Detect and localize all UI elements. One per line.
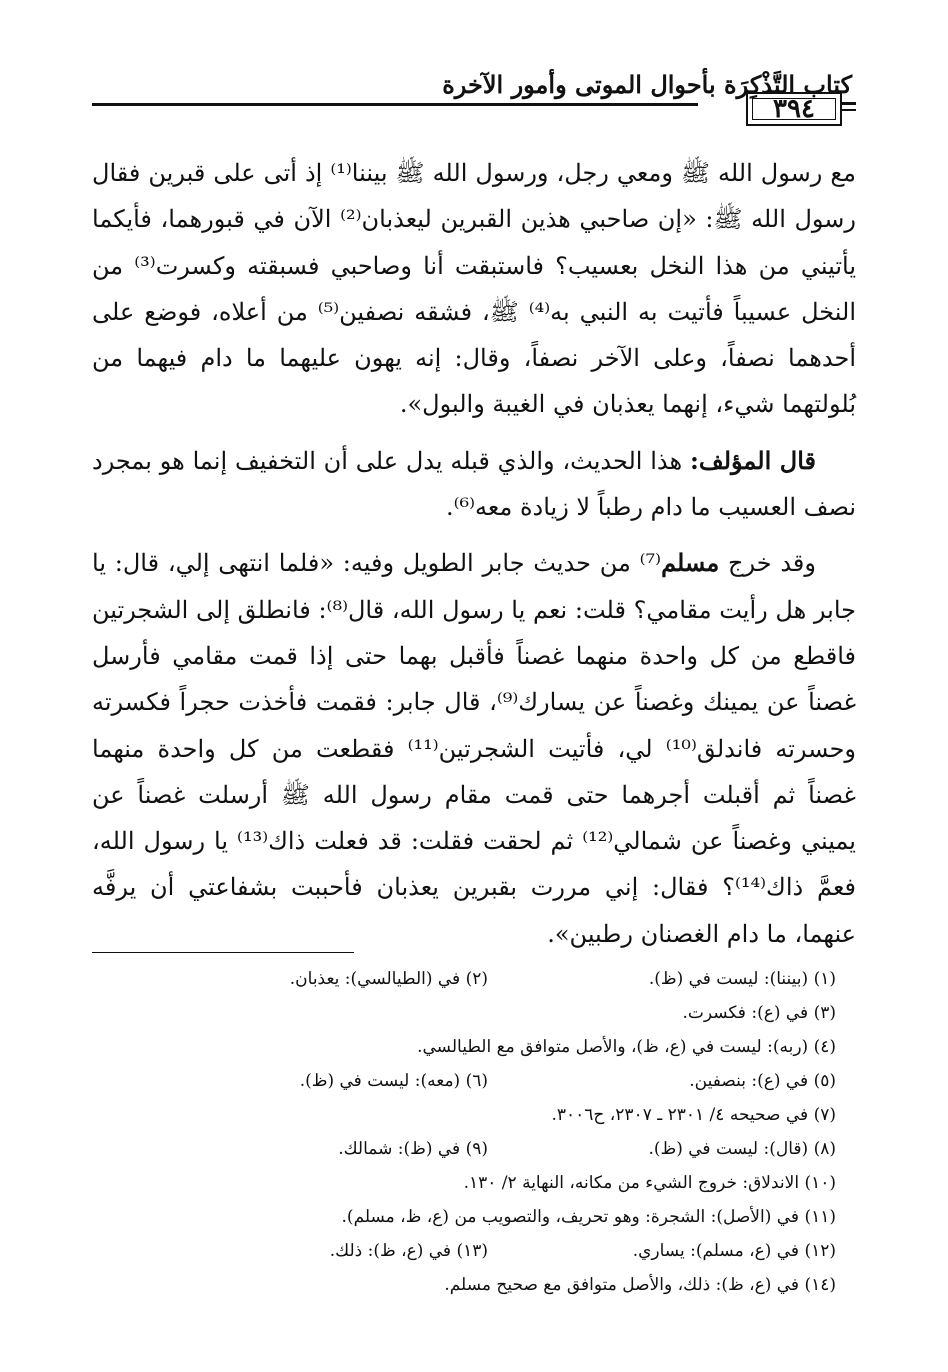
footnote-rule: [92, 952, 354, 953]
footnote: (٦) (معه): ليست في (ظ).: [299, 1071, 488, 1091]
footnote-row: [140, 1200, 836, 1234]
footnote: (١٢) في (ع، مسلم): يساري.: [632, 1241, 836, 1261]
footnote: (٢) في (الطيالسي): يعذبان.: [289, 969, 488, 989]
footnote-row: [140, 1166, 836, 1200]
footnote: (٤) (ربه): ليست في (ع، ظ)، والأصل متوافق مع الطيالسي.: [417, 1037, 836, 1057]
footnote: (١٣) في (ع، ظ): ذلك.: [329, 1241, 488, 1261]
paragraph-author-note: [92, 438, 856, 531]
footnote: (٨) (قال): ليست في (ظ).: [648, 1139, 836, 1159]
footnote-row: [140, 1132, 836, 1166]
header-rule: [92, 103, 698, 106]
author-note-text: هذا الحديث، والذي قبله يدل على أن التخفيف إنما هو بمجرد نصف العسيب ما دام رطباً لا زيادة معه⁽⁶⁾.: [92, 446, 856, 522]
footnotes: [140, 962, 836, 1302]
footnote: (٣) في (ع): فكسرت.: [682, 1003, 836, 1023]
author-label: قال المؤلف:: [689, 445, 816, 475]
running-header-title: كتاب التَّذْكِرَة بأحوال الموتى وأمور الآخرة: [442, 70, 852, 99]
footnote: (٩) في (ظ): شمالك.: [338, 1139, 488, 1159]
paragraph-muslim: [92, 540, 856, 957]
paragraph-hadith: مع رسول الله ﷺ ومعي رجل، ورسول الله ﷺ بيننا⁽¹⁾ إذ أتى على قبرين فقال رسول الله ﷺ: «إن صاحبي هذين القبرين ليعذبان⁽²⁾ الآن في قبورهما، فأيكما يأتيني من هذا النخل بعسيب؟ فاستبقت أنا وصاحبي فسبقته وكسرت⁽³⁾ من النخل عسيباً فأتيت به النبي به⁽⁴⁾ ﷺ، فشقه نصفين⁽⁵⁾ من أعلاه، فوضع على أحدهما نصفاً، وعلى الآخر نصفاً، وقال: إنه يهون عليهما ما دام فيهما من بُلولتهما شيء، إنهما يعذبان في الغيبة والبول».: [92, 159, 856, 419]
footnote: (١) (بيننا): ليست في (ظ).: [648, 969, 836, 989]
page-number-connector: [842, 102, 856, 105]
muslim-text: ⁽⁷⁾ من حديث جابر الطويل وفيه: «فلما انتهى إلي، قال: يا جابر هل رأيت مقامي؟ قلت: نعم يا رسول الله، قال⁽⁸⁾: فانطلق إلى الشجرتين فاقطع من كل واحدة منهما غصناً فأقبل بهما حتى إذا قمت مقامي فأرسل غصناً عن يمينك وغصناً عن يسارك⁽⁹⁾، قال جابر: فقمت فأخذت حجراً فكسرته وحسرته فاندلق⁽¹⁰⁾ لي، فأتيت الشجرتين⁽¹¹⁾ فقطعت من كل واحدة منهما غصناً ثم أقبلت أجرهما حتى قمت مقام رسول الله ﷺ أرسلت غصناً عن يميني وغصناً عن شمالي⁽¹²⁾ ثم لحقت فقلت: قد فعلت ذاك⁽¹³⁾ يا رسول الله، فعمَّ ذاك⁽¹⁴⁾؟ فقال: إني مررت بقبرين يعذبان فأحببت بشفاعتي أن يرفَّه عنهما، ما دام الغصنان رطبين».: [92, 549, 857, 948]
muslim-intro: وقد خرج: [719, 549, 816, 578]
footnote: (٥) في (ع): بنصفين.: [689, 1071, 836, 1091]
footnote-row: [140, 1098, 836, 1132]
footnote-row: [140, 962, 836, 996]
footnote: (٧) في صحيحه ٤/ ٢٣٠١ ـ ٢٣٠٧، ح٣٠٠٦.: [551, 1105, 836, 1125]
footnote: (١٠) الاندلاق: خروج الشيء من مكانه، النهاية ٢/ ١٣٠.: [463, 1173, 836, 1193]
footnote-row: [140, 1030, 836, 1064]
main-text: [92, 150, 856, 957]
footnote-row: [140, 996, 836, 1030]
footnote-row: [140, 1234, 836, 1268]
page-number: ٣٩٤: [773, 94, 815, 124]
footnote: (١٤) في (ع، ظ): ذلك، والأصل متوافق مع صحيح مسلم.: [444, 1275, 836, 1295]
muslim-name: مسلم: [661, 548, 720, 578]
footnote-row: [140, 1064, 836, 1098]
footnote: (١١) في (الأصل): الشجرة: وهو تحريف، والتصويب من (ع، ظ، مسلم).: [341, 1207, 836, 1227]
page-number-box: [734, 92, 856, 128]
footnote-row: [140, 1268, 836, 1302]
page-number-connector-2: [842, 109, 856, 111]
